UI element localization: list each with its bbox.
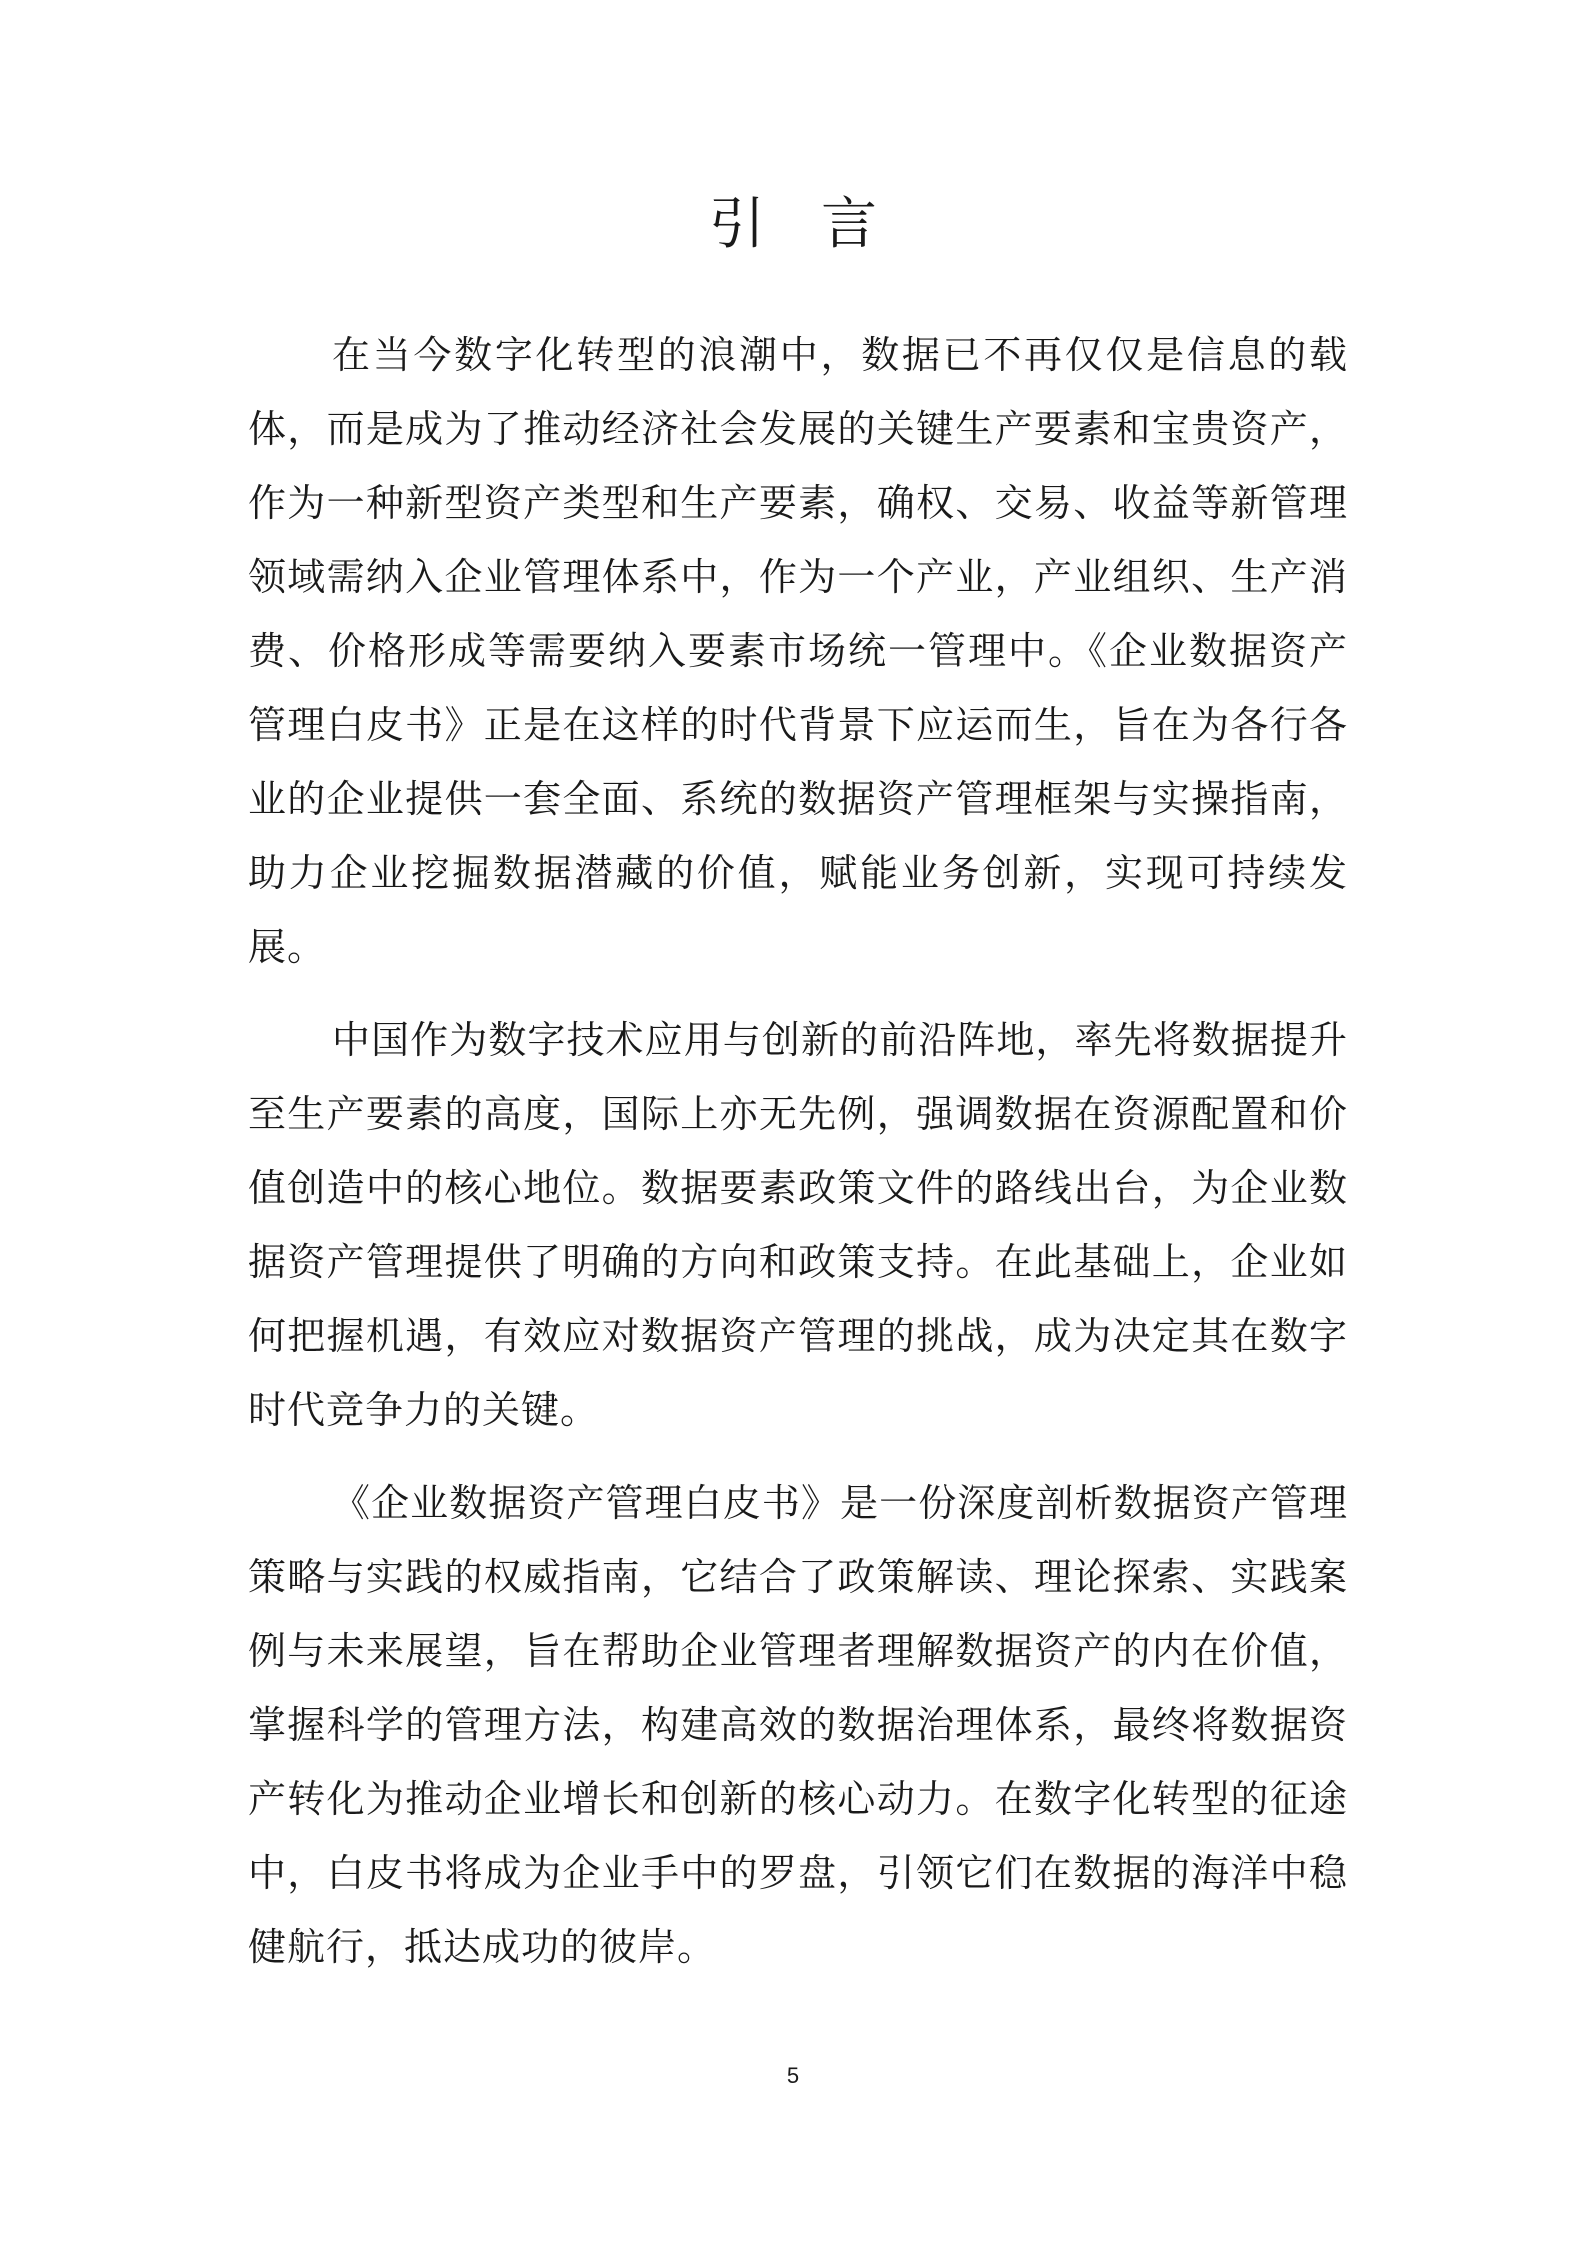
page-number: 5: [786, 2063, 800, 2088]
paragraph-3: 《企业数据资产管理白皮书》是一份深度剖析数据资产管理策略与实践的权威指南，它结合了政策解读、理论探索、实践案例与未来展望，旨在帮助企业管理者理解数据资产的内在价值，掌握科学的管理方法，构建高效的数据治理体系，最终将数据资产转化为推动企业增长和创新的核心动力。在数字化转型的征途中，白皮书将成为企业手中的罗盘，引领它们在数据的海洋中稳健航行，抵达成功的彼岸。: [248, 1481, 1348, 1969]
page-title: 引言: [709, 192, 933, 257]
body-text: [248, 318, 1348, 2003]
paragraph-2: 中国作为数字技术应用与创新的前沿阵地，率先将数据提升至生产要素的高度，国际上亦无先例，强调数据在资源配置和价值创造中的核心地位。数据要素政策文件的路线出台，为企业数据资产管理提供了明确的方向和政策支持。在此基础上，企业如何把握机遇，有效应对数据资产管理的挑战，成为决定其在数字时代竞争力的关键。: [248, 1018, 1348, 1432]
paragraph-1: 在当今数字化转型的浪潮中，数据已不再仅仅是信息的载体，而是成为了推动经济社会发展的关键生产要素和宝贵资产，作为一种新型资产类型和生产要素，确权、交易、收益等新管理领域需纳入企业管理体系中，作为一个产业，产业组织、生产消费、价格形成等需要纳入要素市场统一管理中。《企业数据资产管理白皮书》正是在这样的时代背景下应运而生，旨在为各行各业的企业提供一套全面、系统的数据资产管理框架与实操指南，助力企业挖掘数据潜藏的价值，赋能业务创新，实现可持续发展。: [248, 333, 1348, 969]
